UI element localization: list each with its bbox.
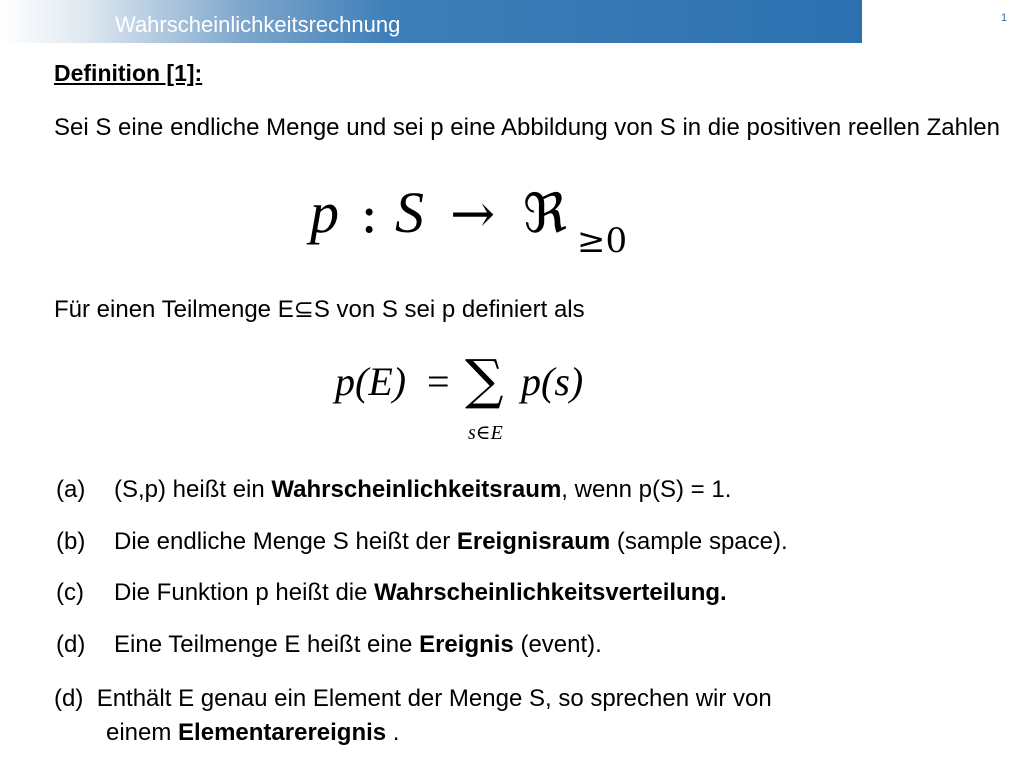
item-text: Die endliche Menge S heißt der (114, 528, 457, 555)
elementary-text: Enthält E genau ein Element der Menge S, so sprechen wir von (96, 685, 772, 712)
formula-S: S (395, 180, 424, 245)
elementary-line1 (54, 682, 772, 716)
item-text-after: , wenn p(S) = 1. (561, 476, 732, 503)
subset-text-after: S von S sei p definiert als (313, 296, 585, 323)
slide-title: Wahrscheinlichkeitsrechnung (115, 12, 401, 37)
item-marker: (b) (56, 528, 86, 555)
formula-equals: = (427, 359, 450, 404)
item-term: Ereignis (419, 631, 514, 658)
formula-rhs: p(s) (521, 359, 584, 404)
definition-heading: Definition [1]: (54, 60, 203, 86)
formula-reals: ℜ (523, 182, 567, 245)
item-text-after: (sample space). (610, 528, 788, 555)
elementary-text-before: einem (106, 719, 179, 746)
list-item (56, 528, 788, 556)
elementary-line2 (54, 716, 772, 750)
list-item (56, 631, 602, 659)
subset-text-before: Für einen Teilmenge E (54, 296, 294, 323)
sum-sign: ∑ (465, 348, 504, 411)
formula-arrow: → (450, 182, 496, 245)
item-marker: (d) (54, 685, 84, 712)
formula-colon: : (360, 182, 379, 245)
subset-symbol: ⊆ (293, 296, 314, 323)
list-item (56, 579, 727, 607)
elementary-text-after: . (386, 719, 400, 746)
item-text-after: (event). (513, 631, 602, 658)
item-marker: (d) (56, 631, 86, 658)
elementary-term: Elementarereignis (178, 719, 387, 746)
item-term: Wahrscheinlichkeitsverteilung. (374, 579, 727, 606)
sum-index: s∈E (468, 422, 503, 444)
page-number: 1 (1001, 12, 1008, 24)
item-marker: (a) (56, 476, 86, 503)
item-term: Wahrscheinlichkeitsraum (271, 476, 562, 503)
subset-definition (54, 295, 585, 324)
item-marker: (c) (56, 579, 84, 606)
list-item-elementary (54, 682, 772, 750)
item-text: Eine Teilmenge E heißt eine (114, 631, 420, 658)
definition-intro: Sei S eine endliche Menge und sei p eine Abbildung von S in die positiven reellen Zahlen (54, 114, 1000, 141)
formula-p: p (310, 180, 339, 245)
formula-subscript: ≥0 (577, 221, 628, 261)
item-term: Ereignisraum (456, 528, 611, 555)
item-text: Die Funktion p heißt die (114, 579, 375, 606)
formula-lhs: p(E) (335, 359, 407, 404)
item-text: (S,p) heißt ein (114, 476, 272, 503)
list-item (56, 476, 731, 504)
